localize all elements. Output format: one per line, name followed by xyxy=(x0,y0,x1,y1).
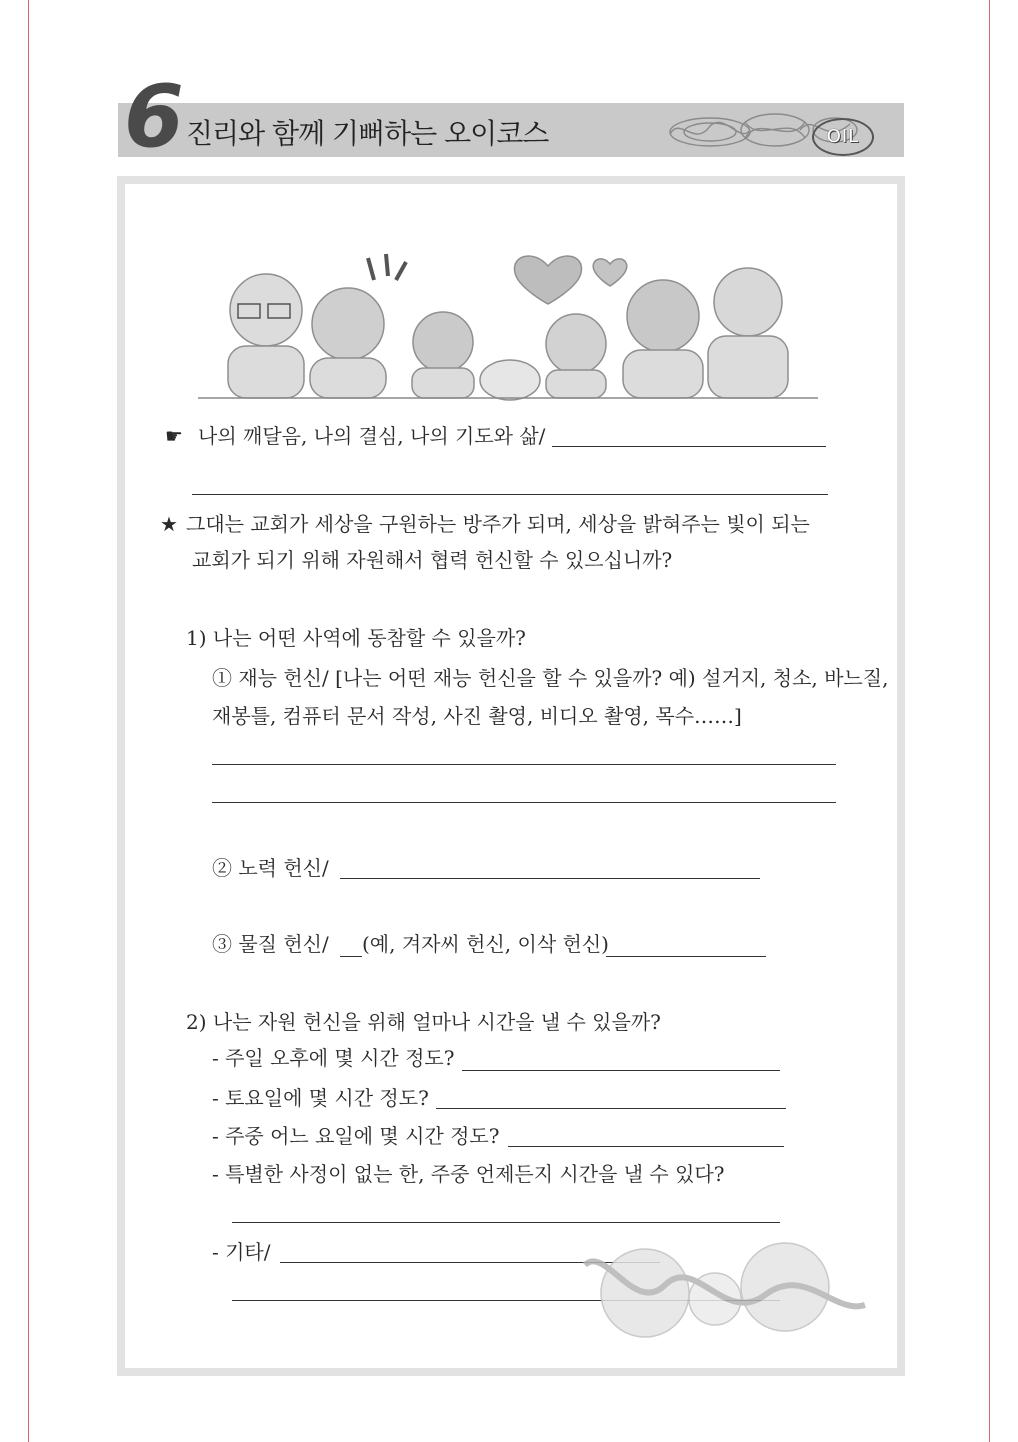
section2-heading: 2) 나는 자원 헌신을 위해 얼마나 시간을 낼 수 있을까? xyxy=(186,1010,661,1034)
weekday-question: - 주중 어느 요일에 몇 시간 정도? xyxy=(212,1124,500,1148)
reflection-answer-line-2[interactable] xyxy=(192,494,828,495)
other-label: - 기타/ xyxy=(212,1240,271,1264)
material-offering-label: ③ 물질 헌신/ xyxy=(212,932,329,956)
talent-offering-line-2: 재봉틀, 컴퓨터 문서 작성, 사진 촬영, 비디오 촬영, 목수……] xyxy=(212,704,742,728)
question-line-1: 그대는 교회가 세상을 구원하는 방주가 되며, 세상을 밝혀주는 빛이 되는 xyxy=(186,512,810,536)
material-answer-line[interactable] xyxy=(606,956,766,957)
effort-answer-line[interactable] xyxy=(340,878,760,879)
chapter-title: 진리와 함께 기뻐하는 오이코스 xyxy=(186,117,549,150)
material-answer-short-line[interactable] xyxy=(340,956,362,957)
saturday-question: - 토요일에 몇 시간 정도? xyxy=(212,1086,429,1110)
talent-offering-line-1: ① 재능 헌신/ [나는 어떤 재능 헌신을 할 수 있을까? 예) 설거지, 청소, 바느질, xyxy=(212,666,889,690)
talent-answer-line-1[interactable] xyxy=(212,764,836,765)
anytime-answer-line[interactable] xyxy=(232,1222,780,1223)
chapter-number: 6 xyxy=(124,67,182,167)
oil-logo: OIL xyxy=(812,118,874,156)
reflection-prompt: 나의 깨달음, 나의 결심, 나의 기도와 삶/ xyxy=(198,424,546,448)
sunday-afternoon-question: - 주일 오후에 몇 시간 정도? xyxy=(212,1046,455,1070)
saturday-answer-line[interactable] xyxy=(436,1108,786,1109)
weekday-answer-line[interactable] xyxy=(508,1146,784,1147)
effort-offering-label: ② 노력 헌신/ xyxy=(212,856,329,880)
question-line-2: 교회가 되기 위해 자원해서 협력 헌신할 수 있으십니까? xyxy=(192,548,673,572)
pointing-hand-icon: ☛ xyxy=(165,424,183,448)
decorative-spheres-icon xyxy=(575,1225,875,1345)
family-illustration xyxy=(198,218,818,404)
reflection-answer-line[interactable] xyxy=(552,446,826,447)
talent-answer-line-2[interactable] xyxy=(212,802,836,803)
star-icon: ★ xyxy=(160,512,178,536)
sunday-answer-line[interactable] xyxy=(462,1070,780,1071)
anytime-question: - 특별한 사정이 없는 한, 주중 언제든지 시간을 낼 수 있다? xyxy=(212,1162,725,1186)
material-offering-example: (예, 겨자씨 헌신, 이삭 헌신) xyxy=(362,932,609,956)
section1-heading: 1) 나는 어떤 사역에 동참할 수 있을까? xyxy=(186,626,526,650)
